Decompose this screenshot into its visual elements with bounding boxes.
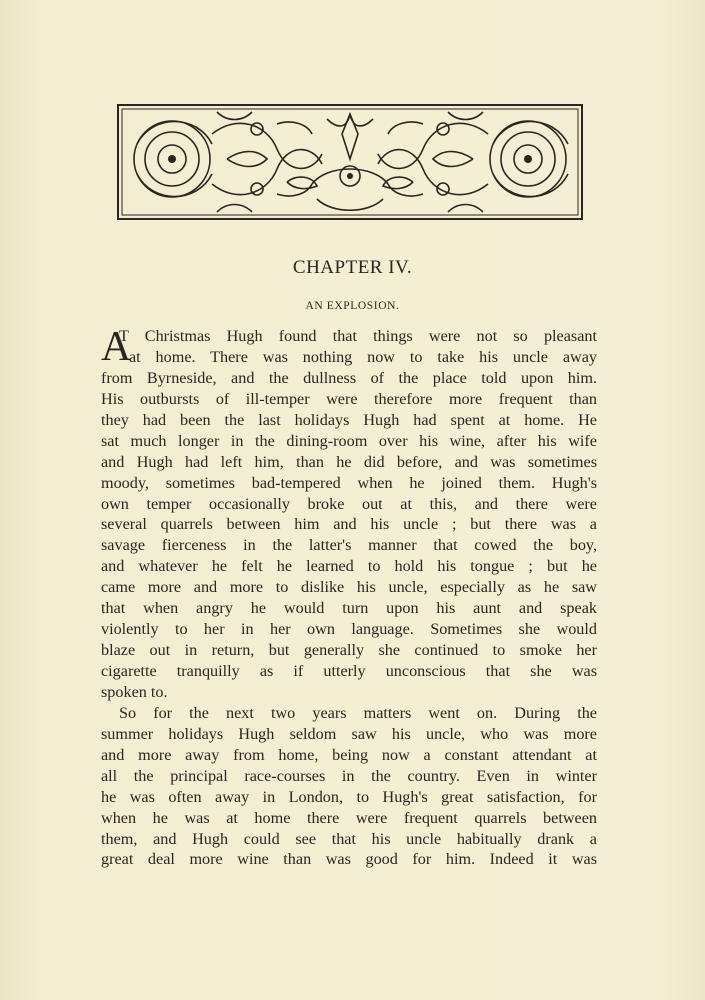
decorative-headpiece-ornament <box>117 104 583 220</box>
text-line: he was often away in London, to Hugh's great satisfaction, for <box>101 787 597 806</box>
text-line: and whatever he felt he learned to hold his tongue ; but he <box>101 557 597 576</box>
text-line: own temper occasionally broke out at this, and there were <box>101 494 597 513</box>
text-line: sat much longer in the dining-room over his wine, after his wife <box>101 431 597 450</box>
text-line: from Byrneside, and the dullness of the place told upon him. <box>101 368 597 387</box>
text-line: cigarette tranquilly as if utterly unconscious that she was <box>101 662 597 680</box>
text-line: when he was at home there were frequent quarrels between <box>101 808 597 827</box>
text-line: them, and Hugh could see that his uncle habitually drank a <box>101 829 597 848</box>
text-line: spoken to. <box>101 682 168 701</box>
text-line: violently to her in her own language. Sometimes she would <box>101 620 597 639</box>
text-line: moody, sometimes bad-tempered when he joined them. Hugh's <box>101 473 597 492</box>
chapter-subtitle: AN EXPLOSION. <box>305 300 400 312</box>
text-line: great deal more wine than was good for him. Indeed it was <box>101 850 597 869</box>
text-line: savage fierceness in the latter's manner that cowed the boy, <box>101 536 597 555</box>
body-text <box>101 326 597 870</box>
text-line: summer holidays Hugh seldom saw his uncle, who was more <box>101 724 597 743</box>
text-line: came more and more to dislike his uncle, especially as he saw <box>101 578 597 597</box>
text-line: T Christmas Hugh found that things were not so pleasant <box>119 327 597 345</box>
text-line: several quarrels between him and his uncle ; but there was a <box>101 515 597 534</box>
text-line: that when angry he would turn upon his aunt and speak <box>101 599 597 618</box>
text-line: they had been the last holidays Hugh had spent at home. He <box>101 410 597 429</box>
text-line: and Hugh had left him, than he did before, and was sometimes <box>101 452 597 471</box>
text-line: all the principal race-courses in the country. Even in winter <box>101 766 597 785</box>
drop-cap: A <box>101 324 132 370</box>
chapter-title: CHAPTER IV. <box>292 257 413 278</box>
text-line: blaze out in return, but generally she continued to smoke her <box>101 641 597 660</box>
text-line: So for the next two years matters went on. During the <box>119 703 597 722</box>
text-line: at home. There was nothing now to take his uncle away <box>129 347 597 366</box>
text-line: His outbursts of ill-temper were therefore more frequent than <box>101 389 597 408</box>
text-line: and more away from home, being now a constant attendant at <box>101 745 597 764</box>
